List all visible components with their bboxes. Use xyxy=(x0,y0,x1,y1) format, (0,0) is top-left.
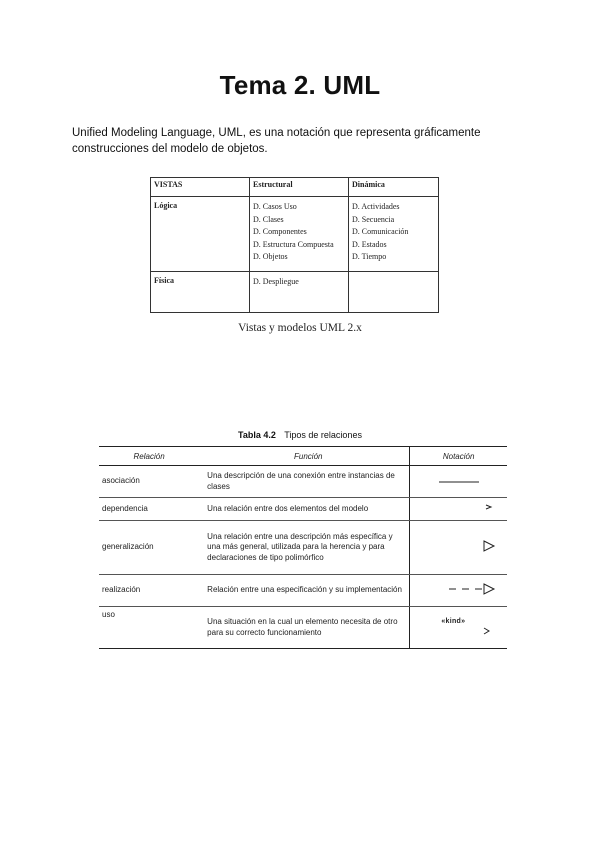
relations-header-row xyxy=(99,447,507,466)
logica-dinamica-cell xyxy=(349,197,439,272)
kind-arrow-icon xyxy=(482,627,492,635)
vistas-row-logica xyxy=(151,197,439,272)
header-estructural: Estructural xyxy=(250,178,349,197)
diagram-item: D. Estados xyxy=(352,239,387,249)
notation-cell xyxy=(410,521,507,575)
notation-cell xyxy=(410,466,507,498)
intro-paragraph: Unified Modeling Language, UML, es una notación que representa gráficamente construcciones del modelo de objetos. xyxy=(72,127,481,155)
relation-row xyxy=(99,521,507,575)
diagram-item: D. Tiempo xyxy=(352,252,387,261)
notation-cell xyxy=(410,607,507,649)
diagram-item: D. Casos Uso xyxy=(253,202,297,211)
relation-row xyxy=(99,575,507,607)
relations-table-title xyxy=(0,430,600,440)
header-notacion: Notación xyxy=(410,447,507,466)
relation-function: Relación entre una especificación y su implementación xyxy=(199,575,410,607)
diagram-item: D. Componentes xyxy=(253,227,307,236)
header-funcion: Función xyxy=(199,447,410,466)
vistas-table xyxy=(150,177,439,313)
diagram-item: D. Despliegue xyxy=(253,277,299,286)
header-vistas: VISTAS xyxy=(151,178,250,197)
diagram-item: D. Comunicación xyxy=(352,227,409,236)
open-arrow-icon xyxy=(484,502,494,512)
dashed-triangle-icon xyxy=(447,583,497,595)
relation-row xyxy=(99,466,507,498)
diagram-item: D. Objetos xyxy=(253,252,288,261)
header-dinamica: Dinámica xyxy=(349,178,439,197)
fisica-estructural-cell xyxy=(250,272,349,313)
header-relacion: Relación xyxy=(99,447,199,466)
relation-function: Una relación entre una descripción más específica y una más general, utilizada para la herencia y para declaraciones de tipo polimórfico xyxy=(199,521,410,575)
vistas-header-row xyxy=(151,178,439,197)
relation-function: Una descripción de una conexión entre instancias de clases xyxy=(199,466,410,498)
relation-row xyxy=(99,498,507,521)
relation-function: Una situación en la cual un elemento necesita de otro para su correcto funcionamiento xyxy=(199,607,410,649)
row-label-fisica: Física xyxy=(151,272,250,313)
solid-line-icon xyxy=(437,475,481,485)
relation-function: Una relación entre dos elementos del modelo xyxy=(199,498,410,521)
notation-cell xyxy=(410,575,507,607)
diagram-item: D. Clases xyxy=(253,214,284,224)
table-number: Tabla 4.2 xyxy=(238,430,276,440)
fisica-dinamica-cell xyxy=(349,272,439,313)
relations-table xyxy=(99,446,507,649)
kind-stereotype-label: «kind» xyxy=(441,617,466,625)
hollow-triangle-icon xyxy=(482,540,496,552)
vistas-row-fisica xyxy=(151,272,439,313)
row-label-logica: Lógica xyxy=(151,197,250,272)
diagram-item: D. Actividades xyxy=(352,202,400,211)
relation-name: dependencia xyxy=(99,498,199,521)
relation-row xyxy=(99,607,507,649)
logica-estructural-cell xyxy=(250,197,349,272)
vistas-caption: Vistas y modelos UML 2.x xyxy=(238,322,362,334)
relation-name: generalización xyxy=(99,521,199,575)
table-caption: Tipos de relaciones xyxy=(284,430,362,440)
relation-name: realización xyxy=(99,575,199,607)
relation-name: asociación xyxy=(99,466,199,498)
notation-cell xyxy=(410,498,507,521)
diagram-item: D. Estructura Compuesta xyxy=(253,239,334,249)
relation-name: uso xyxy=(99,607,199,649)
diagram-item: D. Secuencia xyxy=(352,214,395,224)
page-title: Tema 2. UML xyxy=(219,70,381,100)
